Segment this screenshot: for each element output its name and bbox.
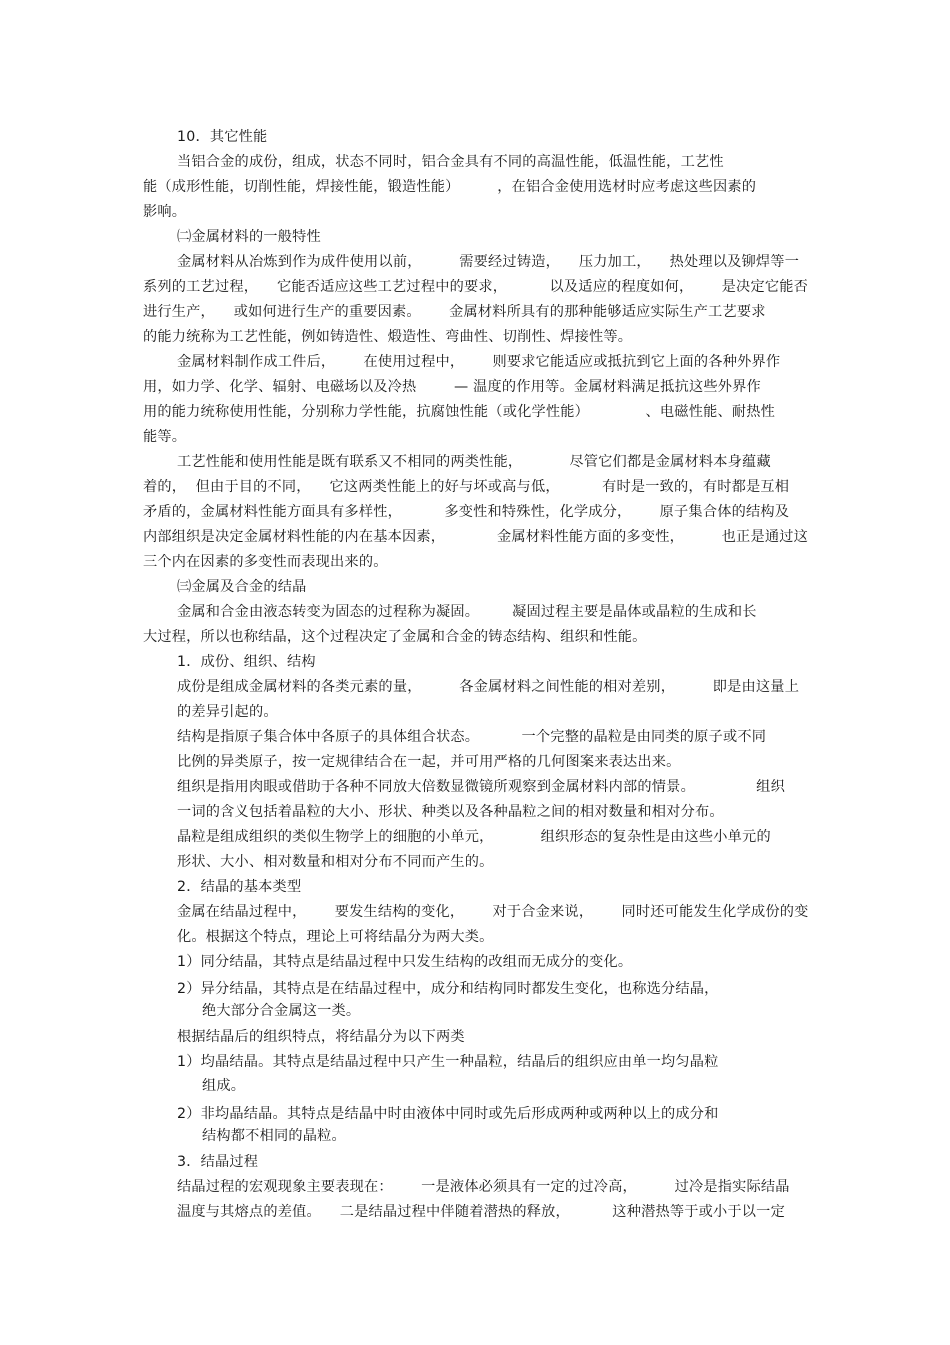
paragraph-line: 大过程，所以也称结晶，这个过程决定了金属和合金的铸态结构、组织和性能。 (143, 629, 647, 645)
list-item-continuation: 结构都不相同的晶粒。 (202, 1128, 346, 1144)
section-heading: ㈢金属及合金的结晶 (177, 579, 307, 595)
paragraph-line: 的差异引起的。 (177, 704, 278, 720)
paragraph-line: 结晶过程的宏观现象主要表现在： 一是液体必须具有一定的过冷高， 过冷是指实际结晶 (177, 1179, 790, 1195)
paragraph-line: 系列的工艺过程， 它能否适应这些工艺过程中的要求， 以及适应的程度如何， 是决定它能否 (143, 279, 808, 295)
list-item: 2）非均晶结晶。其特点是结晶中时由液体中同时或先后形成两种或两种以上的成分和 (177, 1106, 719, 1122)
paragraph-line: 能等。 (143, 429, 187, 445)
list-item-continuation: 组成。 (202, 1078, 246, 1094)
paragraph-line: 组织是指用肉眼或借助于各种不同放大倍数显微镜所观察到金属材料内部的情景。 组织 (177, 779, 785, 795)
paragraph-line: 当铝合金的成份，组成，状态不同时，铝合金具有不同的高温性能，低温性能，工艺性 (177, 154, 724, 170)
paragraph-line: 能（成形性能，切削性能，焊接性能，锻造性能） ，在铝合金使用选材时应考虑这些因素的 (143, 179, 757, 195)
list-item: 2）异分结晶，其特点是在结晶过程中，成分和结构同时都发生变化，也称选分结晶， (177, 981, 719, 997)
section-heading: ㈡金属材料的一般特性 (177, 229, 321, 245)
paragraph-line: 用的能力统称使用性能，分别称力学性能，抗腐蚀性能（或化学性能） 、电磁性能、耐热性 (143, 404, 776, 420)
paragraph-line: 根据结晶后的组织特点，将结晶分为以下两类 (177, 1029, 465, 1045)
paragraph-line: 结构是指原子集合体中各原子的具体组合状态。 一个完整的晶粒是由同类的原子或不同 (177, 729, 767, 745)
paragraph-line: 金属材料制作成工件后， 在使用过程中， 则要求它能适应或抵抗到它上面的各种外界作 (177, 354, 781, 370)
paragraph-line: 化。根据这个特点，理论上可将结晶分为两大类。 (177, 929, 494, 945)
subsection-heading: 3．结晶过程 (177, 1154, 259, 1170)
paragraph-line: 形状、大小、相对数量和相对分布不同而产生的。 (177, 854, 494, 870)
paragraph-line: 金属材料从冶炼到作为成件使用以前， 需要经过铸造， 压力加工， 热处理以及铆焊等一 (177, 254, 800, 270)
paragraph-line: 温度与其熔点的差值。 二是结晶过程中伴随着潜热的释放， 这种潜热等于或小于以一定 (177, 1204, 785, 1220)
list-item: 1）同分结晶，其特点是结晶过程中只发生结构的改组而无成分的变化。 (177, 954, 633, 970)
subsection-heading: 2．结晶的基本类型 (177, 879, 302, 895)
paragraph-line: 晶粒是组成组织的类似生物学上的细胞的小单元， 组织形态的复杂性是由这些小单元的 (177, 829, 771, 845)
paragraph-line: 用，如力学、化学、辐射、电磁场以及冷热 — 温度的作用等。金属材料满足抵抗这些外界作 (143, 379, 761, 395)
paragraph-line: 着的， 但由于目的不同， 它这两类性能上的好与坏或高与低， 有时是一致的，有时都是互相 (143, 479, 790, 495)
paragraph-line: 矛盾的，金属材料性能方面具有多样性， 多变性和特殊性，化学成分， 原子集合体的结构及 (143, 504, 790, 520)
paragraph-line: 一词的含义包括着晶粒的大小、形状、种类以及各种晶粒之间的相对数量和相对分布。 (177, 804, 724, 820)
paragraph-line: 比例的异类原子，按一定规律结合在一起，并可用严格的几何图案来表达出来。 (177, 754, 681, 770)
list-item-continuation: 绝大部分合金属这一类。 (202, 1003, 361, 1019)
paragraph-line: 成份是组成金属材料的各类元素的量， 各金属材料之间性能的相对差别， 即是由这量上 (177, 679, 800, 695)
paragraph-line: 工艺性能和使用性能是既有联系又不相同的两类性能， 尽管它们都是金属材料本身蕴藏 (177, 454, 771, 470)
subsection-heading: 1．成份、组织、结构 (177, 654, 316, 670)
paragraph-line: 内部组织是决定金属材料性能的内在基本因素， 金属材料性能方面的多变性， 也正是通过这 (143, 529, 808, 545)
paragraph-line: 进行生产， 或如何进行生产的重要因素。 金属材料所具有的那种能够适应实际生产工艺要求 (143, 304, 766, 320)
list-item: 1）均晶结晶。其特点是结晶过程中只产生一种晶粒，结晶后的组织应由单一均匀晶粒 (177, 1054, 719, 1070)
paragraph-line: 金属和合金由液态转变为固态的过程称为凝固。 凝固过程主要是晶体或晶粒的生成和长 (177, 604, 757, 620)
paragraph-line: 金属在结晶过程中， 要发生结构的变化， 对于合金来说， 同时还可能发生化学成份的变 (177, 904, 809, 920)
paragraph-line: 影响。 (143, 204, 187, 220)
section-heading: 10．其它性能 (177, 129, 268, 145)
paragraph-line: 三个内在因素的多变性而表现出来的。 (143, 554, 388, 570)
paragraph-line: 的能力统称为工艺性能，例如铸造性、煅造性、弯曲性、切削性、焊接性等。 (143, 329, 633, 345)
